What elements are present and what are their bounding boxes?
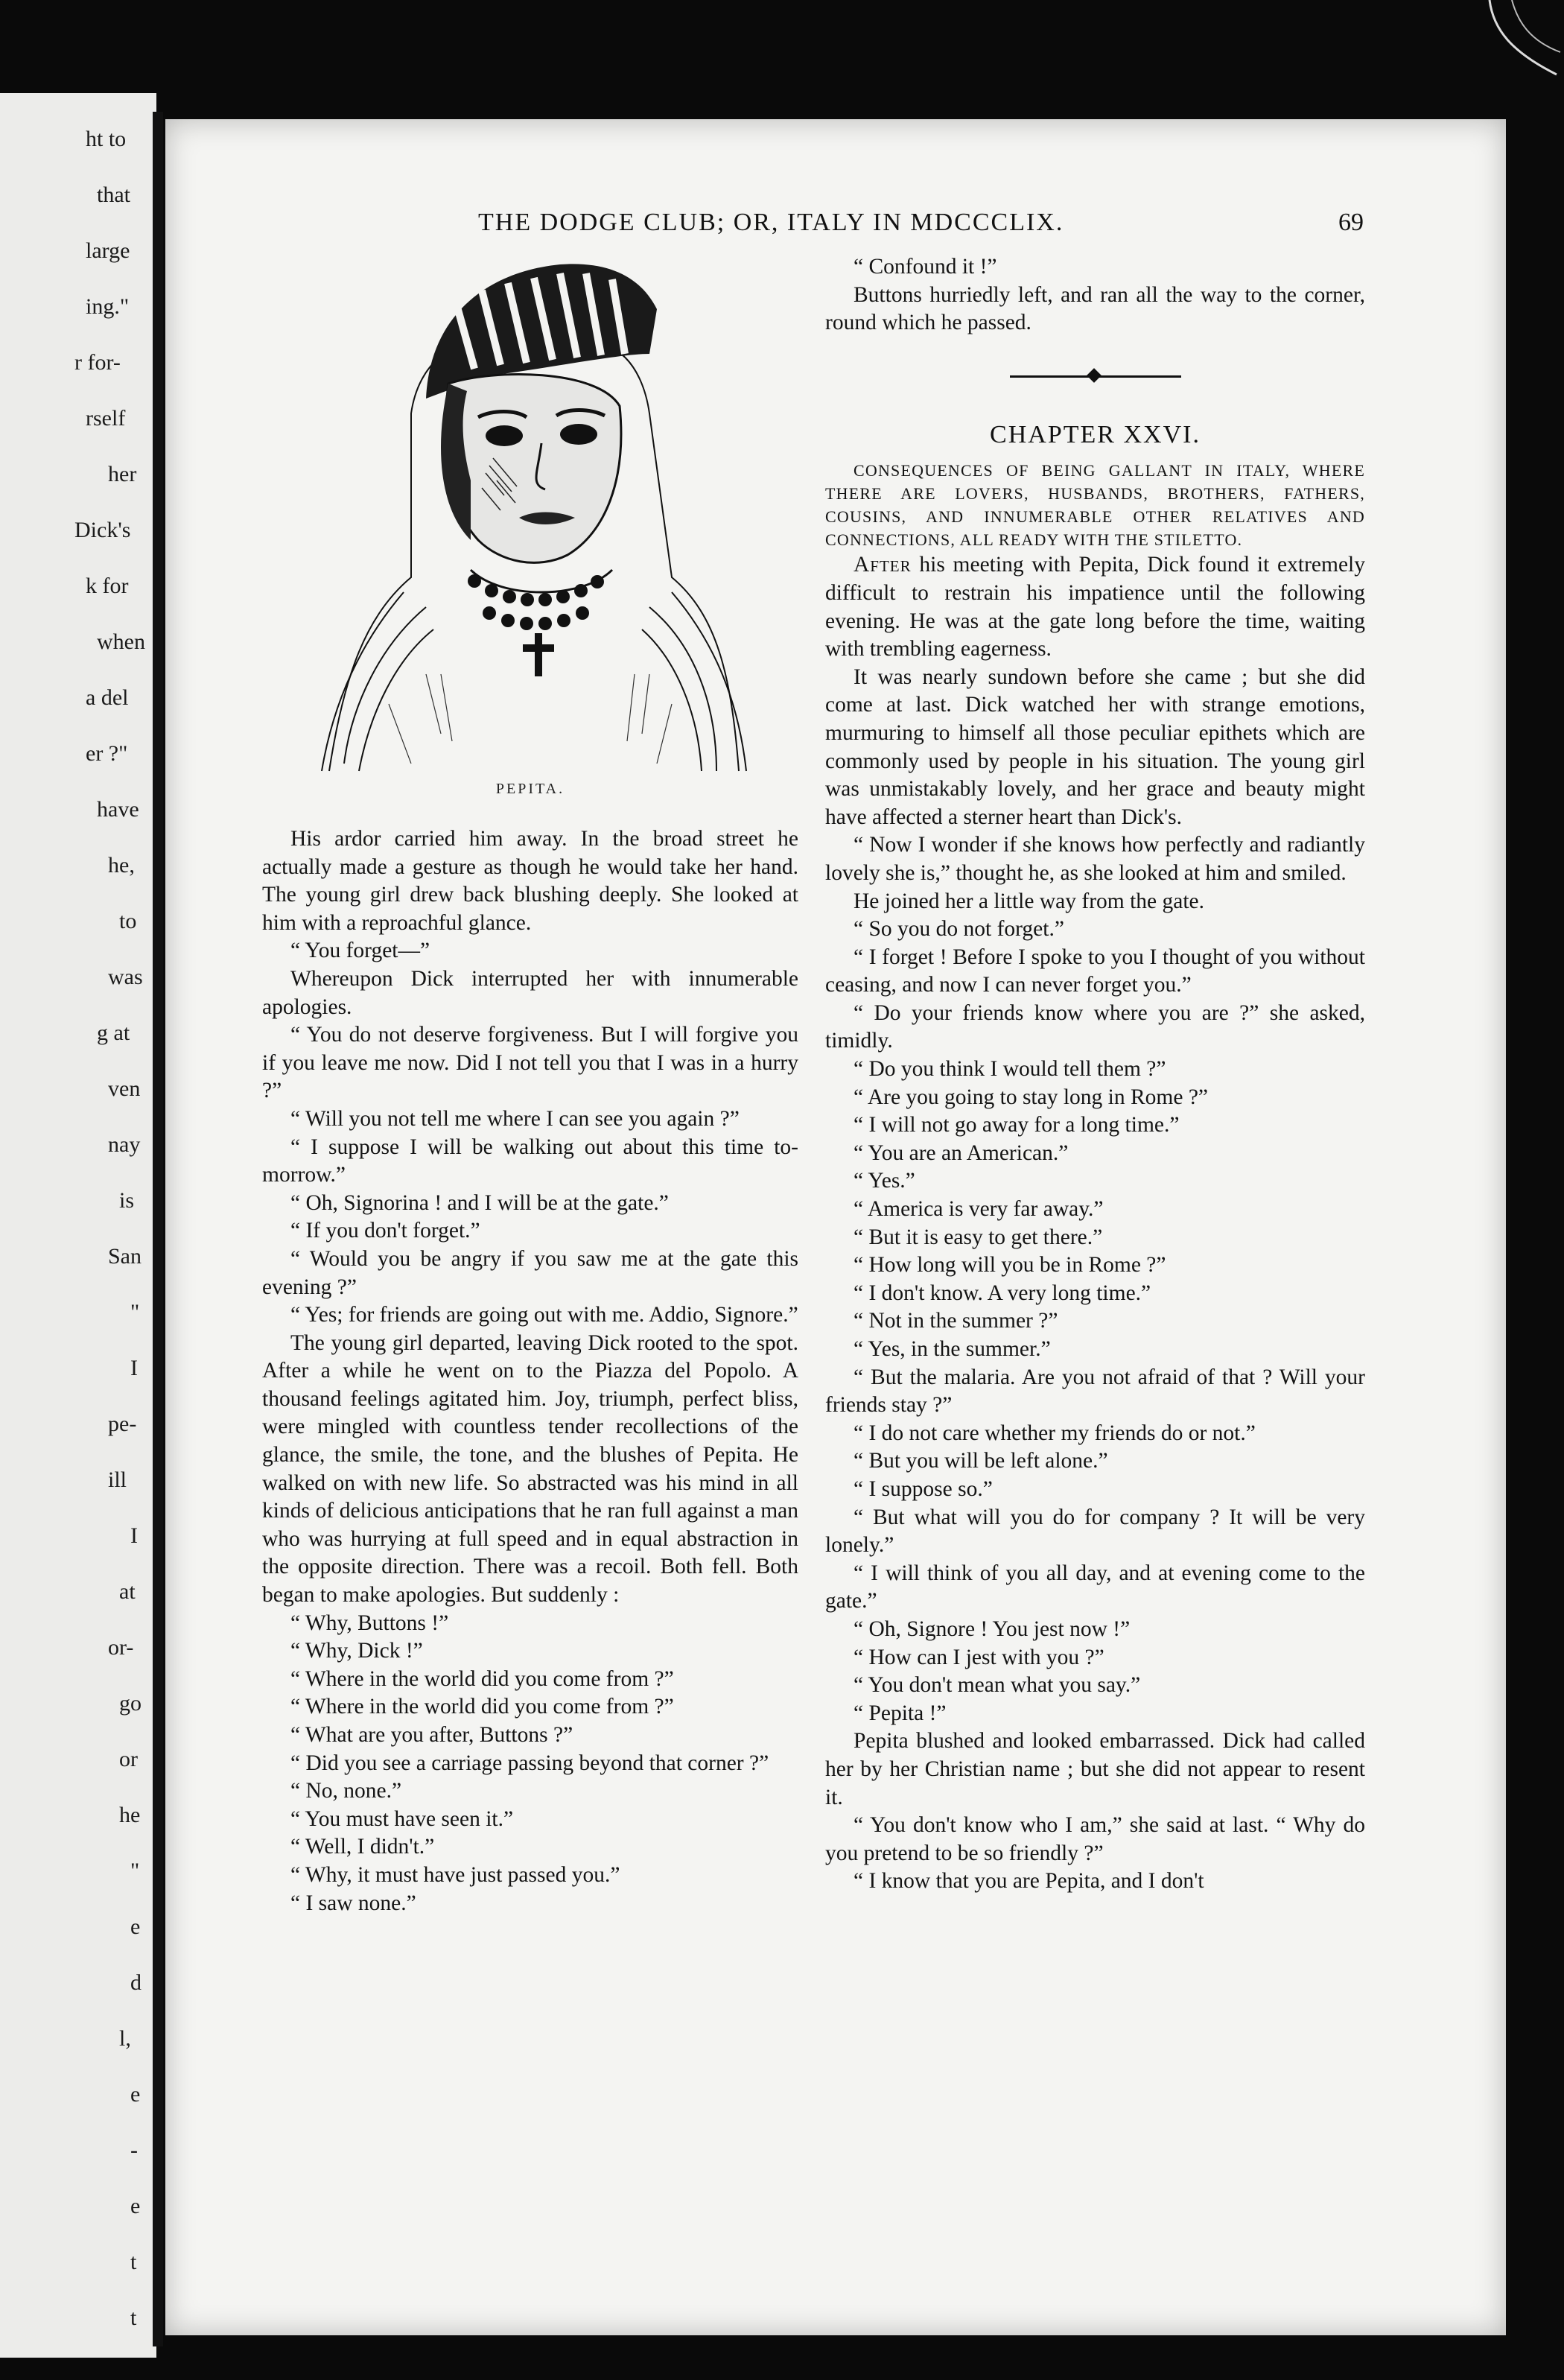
- facing-page-text-fragment: nay: [108, 1132, 141, 1157]
- paragraph: “ If you don't forget.”: [290, 1219, 480, 1243]
- paragraph: Pepita blushed and looked embarrassed. Dick had called her by her Christian name ; but she did not appear to resent it.: [825, 1729, 1365, 1809]
- facing-page-text-fragment: e: [130, 2194, 141, 2218]
- right-column-body: [825, 664, 1365, 1896]
- page-number: 69: [1338, 209, 1364, 236]
- facing-page-text-fragment: at: [119, 1579, 136, 1604]
- facing-page-text-fragment: ": [130, 1300, 140, 1324]
- chapter-subtitle: CONSEQUENCES OF BEING GALLANT IN ITALY, WHERE THERE ARE LOVERS, HUSBANDS, BROTHERS, FATHERS, COUSINS, AND INNUMERABLE OTHER RELATIVES AND CONNECTIONS, ALL READY WITH THE STILETTO.: [825, 461, 1365, 550]
- pepita-engraving: [299, 257, 769, 778]
- paragraph: “ Did you see a carriage passing beyond that corner ?”: [290, 1751, 769, 1775]
- paragraph: “ I forget ! Before I spoke to you I thought of you without ceasing, and now I can never forget you.”: [825, 945, 1365, 997]
- paragraph: “ Pepita !”: [853, 1701, 947, 1725]
- paragraph: “ I will think of you all day, and at evening come to the gate.”: [825, 1561, 1365, 1613]
- paragraph: “ You don't mean what you say.”: [853, 1673, 1141, 1698]
- facing-page-text-fragment: k for: [86, 574, 129, 598]
- facing-page-text-fragment: her: [108, 462, 137, 486]
- facing-page-text-fragment: pe-: [108, 1412, 137, 1436]
- paragraph: “ What are you after, Buttons ?”: [290, 1723, 573, 1747]
- facing-page-text-fragment: rself: [86, 406, 126, 431]
- book-page: [165, 119, 1506, 2335]
- facing-page-text-fragment: or: [119, 1747, 138, 1771]
- facing-page-text-fragment: t: [130, 2306, 137, 2330]
- facing-page-text-fragment: Dick's: [74, 518, 131, 542]
- facing-page-text-fragment: d: [130, 1970, 142, 1995]
- facing-page-text-fragment: t: [130, 2250, 137, 2274]
- opening-word: After: [853, 553, 912, 577]
- facing-page-text-fragment: er ?": [86, 741, 128, 766]
- paragraph: “ How long will you be in Rome ?”: [853, 1253, 1166, 1278]
- facing-page-text-fragment: e: [130, 2082, 141, 2107]
- facing-page-text-fragment: e: [130, 1914, 141, 1939]
- page-gutter: [153, 112, 163, 2346]
- paragraph: “ Are you going to stay long in Rome ?”: [853, 1085, 1209, 1109]
- facing-page-edge: [0, 93, 156, 2358]
- paragraph: “ But the malaria. Are you not afraid of that ? Will your friends stay ?”: [825, 1365, 1365, 1418]
- paragraph: “ How can I jest with you ?”: [853, 1645, 1104, 1669]
- paragraph: “ Do you think I would tell them ?”: [853, 1057, 1166, 1082]
- facing-page-text-fragment: -: [130, 2138, 138, 2162]
- facing-page-text-fragment: ht to: [86, 127, 127, 151]
- paragraph: “ I suppose so.”: [853, 1476, 993, 1501]
- paragraph: “ Do your friends know where you are ?” she asked, timidly.: [825, 1000, 1365, 1053]
- paragraph: “ You forget—”: [290, 939, 430, 963]
- facing-page-text-fragment: I: [130, 1523, 138, 1548]
- facing-page-text-fragment: when: [97, 629, 145, 654]
- facing-page-text-fragment: ": [130, 1859, 140, 1883]
- paragraph: “ Oh, Signorina ! and I will be at the gate.”: [290, 1190, 669, 1215]
- chapter-opening-paragraph: [825, 551, 1365, 663]
- facing-page-text-fragment: he: [119, 1803, 141, 1827]
- facing-page-text-fragment: a del: [86, 685, 129, 710]
- paragraph: “ You must have seen it.”: [290, 1806, 514, 1831]
- facing-page-text-fragment: l,: [119, 2026, 131, 2051]
- scan-edge-mark: [1460, 0, 1564, 82]
- paragraph: He joined her a little way from the gate.: [853, 889, 1205, 913]
- facing-page-text-fragment: to: [119, 909, 137, 933]
- facing-page-text-fragment: or-: [108, 1635, 134, 1660]
- paragraph: “ But it is easy to get there.”: [853, 1225, 1103, 1249]
- paragraph: “ America is very far away.”: [853, 1197, 1104, 1222]
- paragraph: “ Yes.”: [853, 1169, 915, 1193]
- paragraph: “ So you do not forget.”: [853, 917, 1064, 942]
- paragraph: “ I saw none.”: [290, 1891, 416, 1915]
- paragraph: “ No, none.”: [290, 1779, 402, 1803]
- paragraph: Buttons hurriedly left, and ran all the way to the corner, round which he passed.: [825, 282, 1365, 335]
- paragraph: “ You are an American.”: [853, 1140, 1069, 1165]
- right-column-top-text: [825, 253, 1365, 337]
- chapter-heading: CHAPTER XXVI.: [990, 420, 1201, 448]
- facing-page-text-fragment: San: [108, 1244, 142, 1269]
- left-column: [262, 825, 798, 1917]
- paragraph: “ Oh, Signore ! You jest now !”: [853, 1616, 1131, 1641]
- paragraph: The young girl departed, leaving Dick rooted to the spot. After a while he went on to the Piazza del Popolo. A thousand feelings agitated him. Joy, triumph, perfect bliss, were mingled with countless tender recollections of the glance, the smile, the tone, and the blushes of Pepita. He walked on with new life. So abstracted was his mind in all kinds of delicious anticipations that he ran full against a man who was hurrying at full speed and in equal abstraction in the opposite direction. There was a recoil. Both fell. Both began to make apologies. But suddenly :: [262, 1330, 798, 1608]
- facing-page-text-fragment: was: [108, 965, 143, 989]
- illustration-caption: PEPITA.: [495, 781, 565, 797]
- paragraph: “ I will not go away for a long time.”: [853, 1113, 1180, 1137]
- paragraph: “ But you will be left alone.”: [853, 1449, 1108, 1473]
- facing-page-text-fragment: r for-: [74, 350, 121, 375]
- facing-page-text-fragment: I: [130, 1356, 138, 1380]
- paragraph: “ I don't know. A very long time.”: [853, 1281, 1151, 1305]
- paragraph: “ Why, Dick !”: [290, 1639, 423, 1663]
- paragraph: “ Confound it !”: [853, 255, 997, 279]
- running-head: [165, 209, 1506, 246]
- facing-page-text-fragment: he,: [108, 853, 135, 878]
- right-column: [825, 253, 1365, 1896]
- paragraph: Whereupon Dick interrupted her with innumerable apologies.: [262, 966, 798, 1019]
- opening-rest: his meeting with Pepita, Dick found it extremely difficult to restrain his impatience until the following evening. He was at the gate long before the time, waiting with trembling eagerness.: [825, 553, 1365, 661]
- running-head-title: THE DODGE CLUB; OR, ITALY IN MDCCCLIX.: [478, 209, 1064, 236]
- paragraph: It was nearly sundown before she came ; but she did come at last. Dick watched her with strange emotions, murmuring to himself all those peculiar epithets which are commonly used by people in his situation. The young girl was unmistakably lovely, and her grace and beauty might have affected a sterner heart than Dick's.: [825, 664, 1365, 829]
- paragraph: “ Why, it must have just passed you.”: [290, 1862, 620, 1887]
- paragraph: “ Yes; for friends are going out with me. Addio, Signore.”: [290, 1303, 798, 1327]
- paragraph: “ I know that you are Pepita, and I don't: [853, 1869, 1204, 1894]
- paragraph: “ Would you be angry if you saw me at the gate this evening ?”: [262, 1246, 798, 1299]
- facing-page-text-fragment: that: [97, 183, 130, 207]
- facing-page-text-fragment: ill: [108, 1467, 127, 1492]
- paragraph: “ You do not deserve forgiveness. But I will forgive you if you leave me now. Did I not tell you that I was in a hurry ?”: [262, 1023, 798, 1103]
- paragraph: “ Where in the world did you come from ?”: [290, 1695, 674, 1719]
- section-divider: [1010, 369, 1181, 384]
- paragraph: “ I do not care whether my friends do or not.”: [853, 1421, 1256, 1445]
- paragraph: “ Not in the summer ?”: [853, 1309, 1058, 1333]
- paragraph: “ Where in the world did you come from ?”: [290, 1666, 674, 1691]
- paragraph: “ Well, I didn't.”: [290, 1835, 435, 1859]
- paragraph: “ I suppose I will be walking out about this time to-morrow.”: [262, 1135, 798, 1187]
- facing-page-text-fragment: ing.": [86, 294, 130, 319]
- paragraph: “ You don't know who I am,” she said at last. “ Why do you pretend to be so friendly ?”: [825, 1813, 1365, 1865]
- facing-page-text-fragment: is: [119, 1188, 135, 1213]
- paragraph: “ Will you not tell me where I can see you again ?”: [290, 1106, 740, 1131]
- facing-page-text-fragment: ven: [108, 1076, 141, 1101]
- facing-page-text-fragment: large: [86, 238, 130, 263]
- paragraph: “ But what will you do for company ? It will be very lonely.”: [825, 1505, 1365, 1558]
- paragraph: “ Why, Buttons !”: [290, 1611, 449, 1635]
- facing-page-text-fragment: have: [97, 797, 139, 822]
- paragraph: “ Now I wonder if she knows how perfectly and radiantly lovely she is,” thought he, as she looked at him and smiled.: [825, 833, 1365, 885]
- paragraph: “ Yes, in the summer.”: [853, 1337, 1051, 1361]
- facing-page-text-fragment: g at: [97, 1021, 130, 1045]
- facing-page-text-fragment: go: [119, 1691, 142, 1716]
- paragraph: His ardor carried him away. In the broad street he actually made a gesture as though he would take her hand. The young girl drew back blushing deeply. She looked at him with a reproachful glance.: [262, 827, 798, 935]
